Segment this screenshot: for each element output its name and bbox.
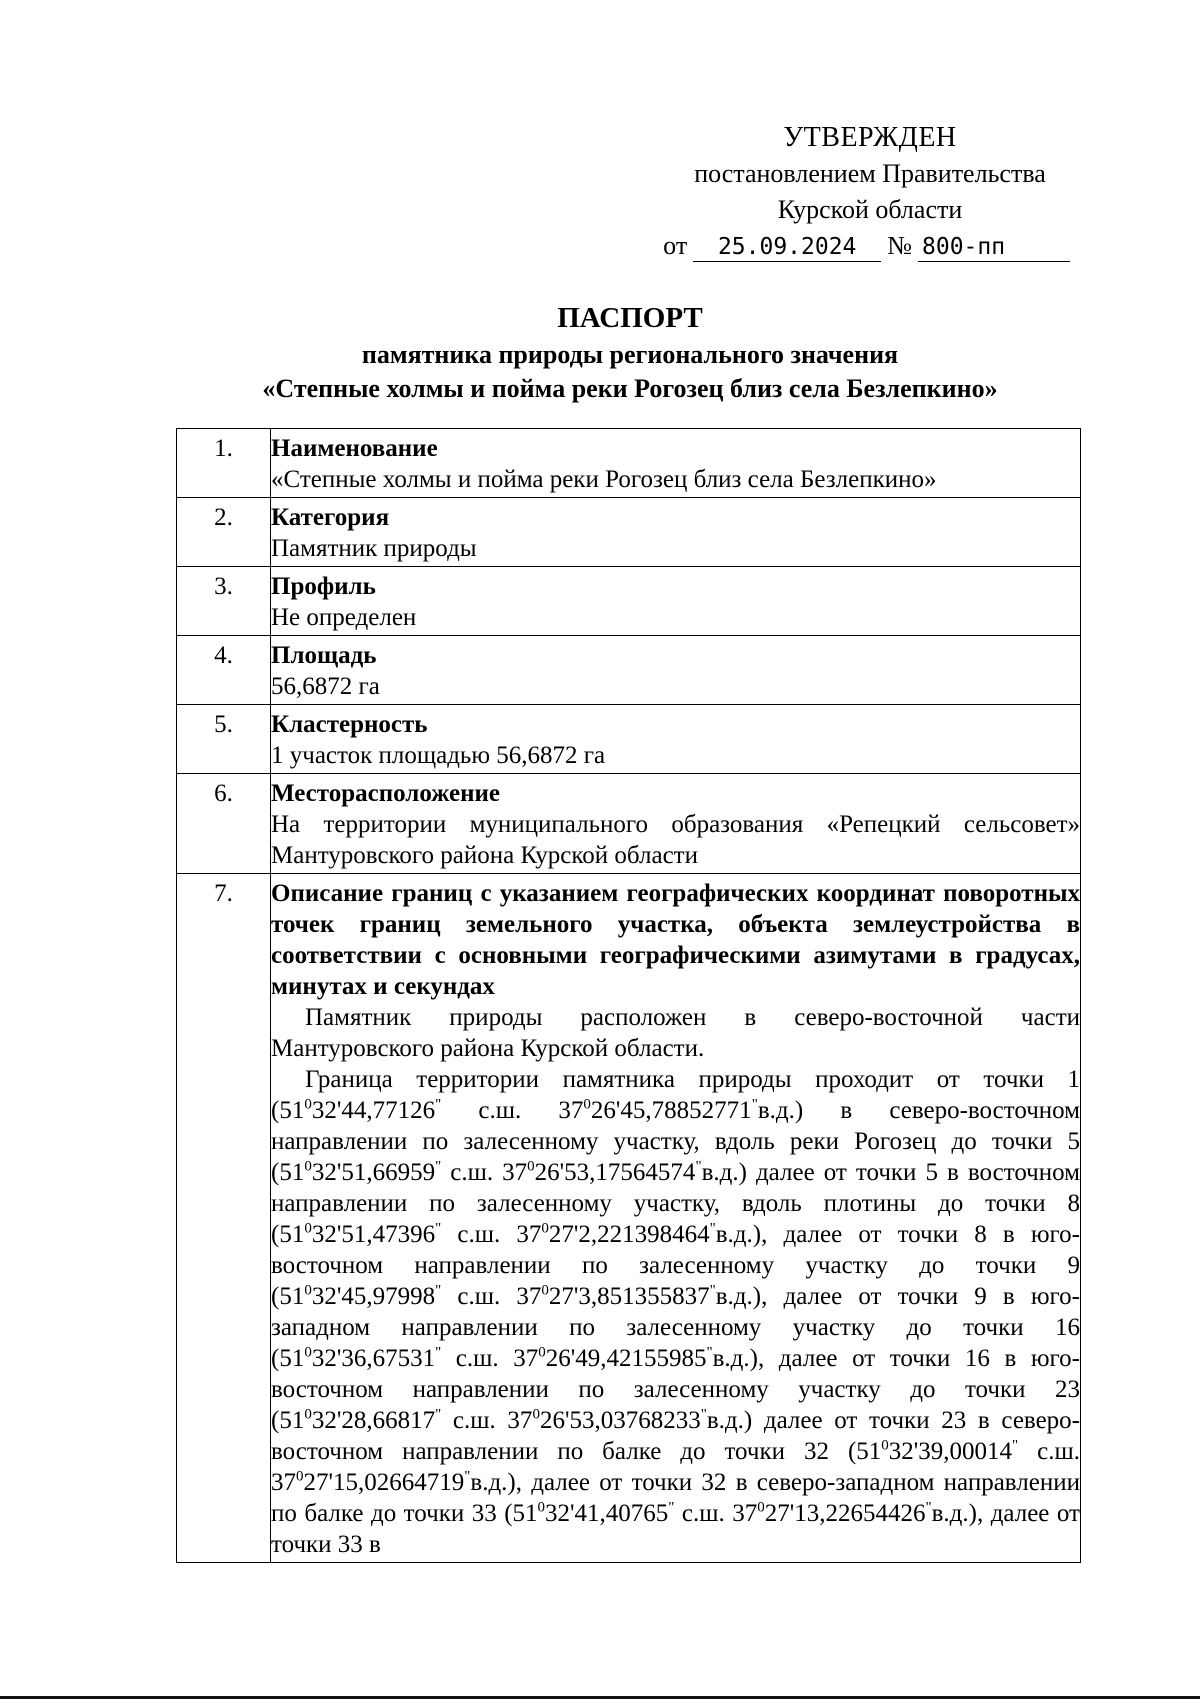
coordinate-text-segment: 32'39,00014 — [888, 1438, 1013, 1465]
coordinate-text-segment: 26'45,78852771 — [590, 1097, 752, 1124]
row-content — [271, 636, 1081, 705]
approval-issuer: постановлением Правительства — [694, 159, 1046, 188]
coordinate-text-segment: 26'53,03768233 — [539, 1407, 701, 1434]
document-subtitle-2: «Степные холмы и пойма реки Рогозец близ села Безлепкино» — [262, 374, 998, 403]
row-value: «Степные холмы и пойма реки Рогозец близ села Безлепкино» — [271, 466, 937, 493]
degree-mark: 0 — [757, 1499, 765, 1516]
row-content — [271, 774, 1081, 874]
seconds-mark: " — [668, 1499, 675, 1516]
table-row — [177, 705, 1081, 774]
coordinate-text-segment: с.ш. 37 — [441, 1283, 542, 1310]
coordinate-text-segment: 27'15,02664719 — [303, 1469, 465, 1496]
coordinate-text-segment: в.д.) далее от точки 5 в восточном направлении по залесенному участку, вдоль плотины до точки 8 (51 — [271, 1159, 1080, 1248]
seconds-mark: " — [925, 1499, 932, 1516]
approval-number: 800-пп — [918, 233, 1070, 262]
coordinate-text-segment: 27'3,851355837 — [548, 1283, 710, 1310]
degree-mark: 0 — [304, 1158, 312, 1175]
table-row — [177, 636, 1081, 705]
coordinate-text-segment: с.ш. 37 — [441, 1097, 584, 1124]
coordinate-text-segment: Граница территории памятника природы проходит от точки 1 (51 — [271, 1066, 1080, 1124]
row-label: Кластерность — [271, 711, 428, 738]
seconds-mark: " — [700, 1406, 707, 1423]
seconds-mark: " — [709, 1282, 716, 1299]
coordinate-text-segment: с.ш. 37 — [441, 1407, 533, 1434]
table-row — [177, 874, 1081, 1563]
row-content — [271, 498, 1081, 567]
row-label: Площадь — [271, 642, 377, 669]
table-row — [177, 498, 1081, 567]
row-content — [271, 874, 1081, 1563]
degree-mark: 0 — [296, 1468, 304, 1485]
approval-date: 25.09.2024 — [693, 233, 881, 262]
document-heading — [170, 298, 1090, 406]
row-label: Наименование — [271, 435, 438, 462]
boundary-intro-paragraph: Памятник природы расположен в северо-восточной части Мантуровского района Курской области. — [271, 1004, 1080, 1062]
approval-date-line — [660, 228, 1080, 264]
row-content — [271, 705, 1081, 774]
coordinate-text-segment: в.д.), далее от точки 9 в юго-западном направлении по залесенному участку до точки 16 (51 — [271, 1283, 1080, 1372]
seconds-mark: " — [1012, 1437, 1019, 1454]
row-label: Категория — [271, 504, 390, 531]
coordinate-text-segment: 32'51,66959 — [311, 1159, 436, 1186]
degree-mark: 0 — [304, 1282, 312, 1299]
table-row — [177, 774, 1081, 874]
row-number: 7. — [177, 874, 271, 1563]
coordinate-text-segment: 32'44,77126 — [311, 1097, 436, 1124]
coordinate-text-segment: в.д.), далее от точки 16 в юго-восточном направлении по залесенному участку до точки 23 (51 — [271, 1345, 1080, 1434]
coordinate-text-segment: 32'28,66817 — [311, 1407, 436, 1434]
row-number: 6. — [177, 774, 271, 874]
seconds-mark: " — [435, 1158, 442, 1175]
coordinate-text-segment: 32'36,67531 — [311, 1345, 436, 1372]
seconds-mark: " — [751, 1096, 758, 1113]
row-label: Описание границ с указанием географических координат поворотных точек границ земельного участка, объекта землеустройства в соответствии с основными географическими азимутами в градусах, минутах и секундах — [271, 880, 1080, 1000]
row-value: Не определен — [271, 604, 417, 631]
coordinate-text-segment: с.ш. 37 — [674, 1500, 758, 1527]
seconds-mark: " — [435, 1344, 442, 1361]
number-label: № — [887, 231, 912, 260]
coordinate-text-segment: в.д.) далее от точки 23 в северо-восточном направлении по балке до точки 32 (51 — [271, 1407, 1080, 1465]
coordinate-text-segment: 26'53,17564574 — [534, 1159, 696, 1186]
degree-mark: 0 — [304, 1406, 312, 1423]
coordinate-text-segment: 32'45,97998 — [311, 1283, 436, 1310]
coordinate-text-segment: в.д.) в северо-восточном направлении по залесенному участку, вдоль реки Рогозец до точки 5 (51 — [271, 1097, 1080, 1186]
row-content — [271, 429, 1081, 498]
coordinate-text-segment: с.ш. 37 — [441, 1221, 542, 1248]
approval-heading: УТВЕРЖДЕН — [783, 122, 957, 153]
row-label: Профиль — [271, 573, 376, 600]
coordinate-text-segment: 27'2,221398464 — [548, 1221, 710, 1248]
row-value: На территории муниципального образования «Репецкий сельсовет» Мантуровского района Курской области — [271, 811, 1080, 869]
row-number: 5. — [177, 705, 271, 774]
seconds-mark: " — [706, 1344, 713, 1361]
document-subtitle-1: памятника природы регионального значения — [361, 340, 899, 369]
coordinate-text-segment: в.д.), далее от точки 32 в северо-западном направлении по балке до точки 33 (51 — [271, 1469, 1080, 1527]
seconds-mark: " — [435, 1096, 442, 1113]
coordinate-text-segment: в.д.), далее от точки 33 в — [271, 1500, 1080, 1558]
degree-mark: 0 — [527, 1158, 535, 1175]
row-value: 1 участок площадью 56,6872 га — [271, 742, 606, 769]
seconds-mark: " — [435, 1220, 442, 1237]
table-row — [177, 567, 1081, 636]
table-row — [177, 429, 1081, 498]
degree-mark: 0 — [537, 1499, 546, 1516]
degree-mark: 0 — [881, 1437, 889, 1454]
approval-region: Курской области — [777, 195, 963, 224]
page-bottom-edge — [0, 1696, 1200, 1699]
seconds-mark: " — [695, 1158, 702, 1175]
degree-mark: 0 — [304, 1096, 312, 1113]
document-title: ПАСПОРТ — [557, 302, 703, 334]
degree-mark: 0 — [538, 1344, 546, 1361]
approval-stamp-block — [660, 120, 1080, 264]
boundary-coordinates-paragraph — [271, 1064, 1080, 1560]
row-number: 3. — [177, 567, 271, 636]
row-value: 56,6872 га — [271, 673, 380, 700]
seconds-mark: " — [709, 1220, 716, 1237]
degree-mark: 0 — [304, 1220, 312, 1237]
row-content — [271, 567, 1081, 636]
seconds-mark: " — [435, 1282, 442, 1299]
coordinate-text-segment: 32'41,40765 — [545, 1500, 669, 1527]
coordinate-text-segment: 32'51,47396 — [311, 1221, 436, 1248]
degree-mark: 0 — [583, 1096, 591, 1113]
row-number: 2. — [177, 498, 271, 567]
row-label: Месторасположение — [271, 780, 500, 807]
row-value: Памятник природы — [271, 535, 477, 562]
coordinate-text-segment: 27'13,22654426 — [764, 1500, 926, 1527]
coordinate-text-segment: в.д.), далее от точки 8 в юго-восточном направлении по залесенному участку до точки 9 (51 — [271, 1221, 1080, 1310]
row-number: 4. — [177, 636, 271, 705]
coordinate-text-segment: с.ш. 37 — [441, 1345, 539, 1372]
coordinate-text-segment: 26'49,42155985 — [545, 1345, 707, 1372]
date-from-label: от — [663, 231, 688, 260]
seconds-mark: " — [435, 1406, 442, 1423]
row-number: 1. — [177, 429, 271, 498]
degree-mark: 0 — [304, 1344, 312, 1361]
degree-mark: 0 — [541, 1220, 549, 1237]
degree-mark: 0 — [532, 1406, 540, 1423]
degree-mark: 0 — [541, 1282, 549, 1299]
seconds-mark: " — [464, 1468, 471, 1485]
coordinate-text-segment: с.ш. 37 — [441, 1159, 528, 1186]
passport-table — [176, 428, 1081, 1563]
coordinate-text-segment: с.ш. 37 — [271, 1438, 1080, 1496]
